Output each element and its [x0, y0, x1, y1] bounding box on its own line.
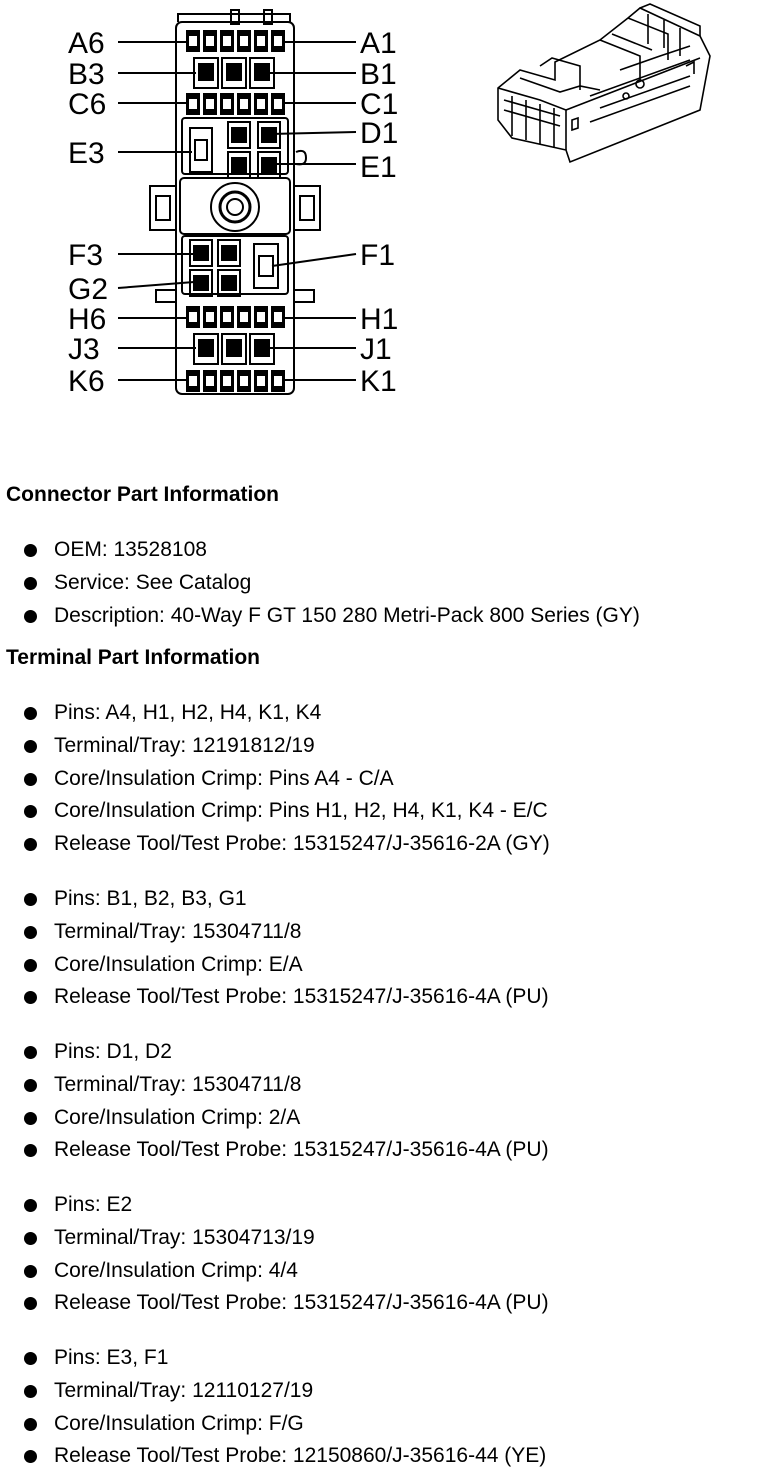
connector-isometric-view [498, 4, 710, 162]
cavity-row-k [186, 370, 285, 392]
cavity-rows-d-e [190, 122, 280, 178]
pin-label-h1: H1 [360, 303, 399, 336]
bullet-icon [24, 1352, 37, 1365]
list-item: Core/Insulation Crimp: 4/4 [0, 1255, 549, 1288]
list-item: Core/Insulation Crimp: F/G [0, 1408, 546, 1441]
bullet-icon [24, 1450, 37, 1463]
connector-info-list [0, 534, 640, 632]
terminal-group-3 [0, 1036, 549, 1167]
list-item: Core/Insulation Crimp: 2/A [0, 1102, 549, 1135]
cavity-rows-f-g [190, 240, 278, 296]
list-item: Release Tool/Test Probe: 15315247/J-35616-2A (GY) [0, 828, 550, 861]
bullet-icon [24, 959, 37, 972]
bullet-icon [24, 838, 37, 851]
list-item: Pins: E3, F1 [0, 1342, 546, 1375]
pin-label-c1: C1 [360, 88, 399, 121]
list-item: Release Tool/Test Probe: 15315247/J-35616-4A (PU) [0, 981, 549, 1014]
list-item: Terminal/Tray: 15304711/8 [0, 916, 549, 949]
list-item: Pins: A4, H1, H2, H4, K1, K4 [0, 697, 550, 730]
list-item: Core/Insulation Crimp: Pins A4 - C/A [0, 763, 550, 796]
bullet-icon [24, 1418, 37, 1431]
bullet-icon [24, 544, 37, 557]
list-item: Release Tool/Test Probe: 12150860/J-35616-44 (YE) [0, 1440, 546, 1473]
bullet-icon [24, 740, 37, 753]
list-item: OEM: 13528108 [0, 534, 640, 567]
pin-label-j3: J3 [68, 333, 100, 366]
pin-label-f1: F1 [360, 239, 396, 272]
pin-label-k6: K6 [68, 365, 105, 398]
bullet-icon [24, 893, 37, 906]
list-item: Release Tool/Test Probe: 15315247/J-35616-4A (PU) [0, 1287, 549, 1320]
bullet-icon [24, 773, 37, 786]
bullet-icon [24, 1112, 37, 1125]
cavity-row-b [194, 58, 274, 88]
pin-label-c6: C6 [68, 88, 107, 121]
terminal-info-title: Terminal Part Information [6, 646, 260, 669]
list-item: Service: See Catalog [0, 567, 640, 600]
cavity-row-j [194, 334, 274, 364]
bullet-icon [24, 707, 37, 720]
list-item: Description: 40-Way F GT 150 280 Metri-Pack 800 Series (GY) [0, 600, 640, 633]
list-item: Pins: B1, B2, B3, G1 [0, 883, 549, 916]
list-item: Release Tool/Test Probe: 15315247/J-35616-4A (PU) [0, 1134, 549, 1167]
bullet-icon [24, 1046, 37, 1059]
bullet-icon [24, 1385, 37, 1398]
list-item: Terminal/Tray: 12110127/19 [0, 1375, 546, 1408]
list-item: Core/Insulation Crimp: E/A [0, 949, 549, 982]
bullet-icon [24, 610, 37, 623]
bullet-icon [24, 1297, 37, 1310]
pin-label-b1: B1 [360, 58, 397, 91]
pin-label-b3: B3 [68, 58, 105, 91]
pin-label-f3: F3 [68, 239, 104, 272]
list-item: Terminal/Tray: 12191812/19 [0, 730, 550, 763]
bullet-icon [24, 1079, 37, 1092]
bullet-icon [24, 991, 37, 1004]
pin-label-e1: E1 [360, 151, 397, 184]
bullet-icon [24, 1199, 37, 1212]
pin-label-e3: E3 [68, 137, 105, 170]
list-item: Terminal/Tray: 15304711/8 [0, 1069, 549, 1102]
cavity-row-c [186, 93, 285, 115]
pin-label-h6: H6 [68, 303, 107, 336]
bullet-icon [24, 1265, 37, 1278]
bullet-icon [24, 1144, 37, 1157]
list-item: Core/Insulation Crimp: Pins H1, H2, H4, K1, K4 - E/C [0, 795, 550, 828]
bullet-icon [24, 1232, 37, 1245]
terminal-group-1 [0, 697, 550, 861]
terminal-group-5 [0, 1342, 546, 1473]
terminal-group-2 [0, 883, 549, 1014]
pin-label-a1: A1 [360, 27, 397, 60]
bullet-icon [24, 577, 37, 590]
bullet-icon [24, 805, 37, 818]
connector-info-title: Connector Part Information [6, 483, 280, 506]
pin-label-d1: D1 [360, 117, 399, 150]
connector-face-diagram [0, 0, 768, 410]
pin-label-j1: J1 [360, 333, 392, 366]
terminal-group-4 [0, 1189, 549, 1320]
list-item: Terminal/Tray: 15304713/19 [0, 1222, 549, 1255]
list-item: Pins: E2 [0, 1189, 549, 1222]
bullet-icon [24, 926, 37, 939]
cavity-row-h [186, 306, 285, 328]
pin-label-k1: K1 [360, 365, 397, 398]
cavity-row-a [186, 30, 285, 52]
pin-label-g2: G2 [68, 273, 109, 306]
list-item: Pins: D1, D2 [0, 1036, 549, 1069]
pin-label-a6: A6 [68, 27, 105, 60]
